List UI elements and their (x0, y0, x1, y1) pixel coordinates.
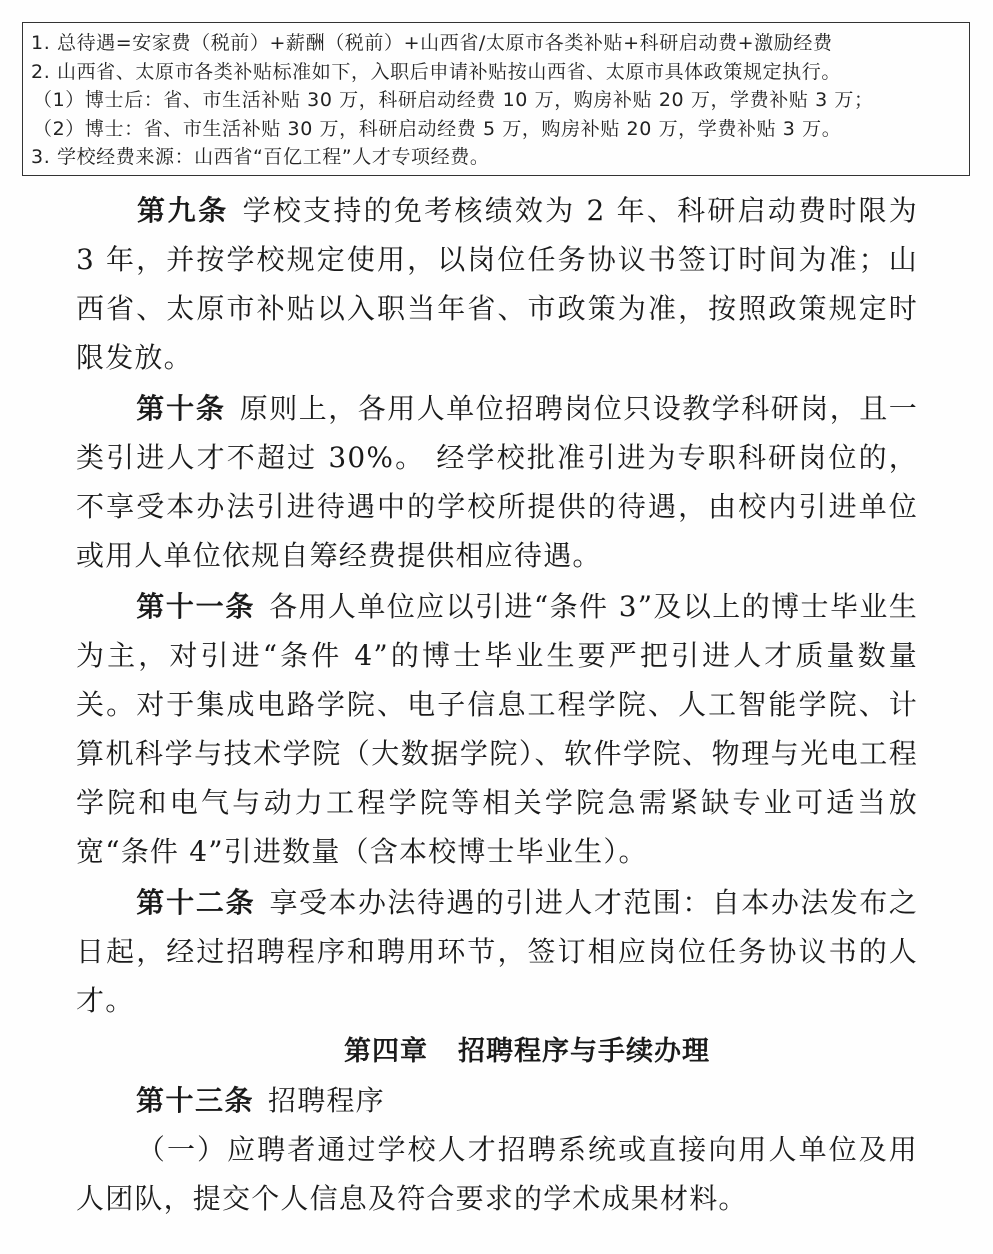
article-9-text: 学校支持的免考核绩效为 2 年、科研启动费时限为 3 年，并按学校规定使用，以岗位任务协议书签订时间为准；山西省、太原市补贴以入职当年省、市政策为准，按照政策规定时限发放。 (76, 194, 918, 374)
notes-box (22, 22, 970, 176)
note-line-postdoc: （1）博士后：省、市生活补贴 30 万，科研启动经费 10 万，购房补贴 20 万，学费补贴 3 万； (33, 89, 874, 111)
note-line-doctor: （2）博士：省、市生活补贴 30 万，科研启动经费 5 万，购房补贴 20 万，学费补贴 3 万。 (33, 117, 842, 140)
article-11-text: 各用人单位应以引进“条件 3”及以上的博士毕业生为主，对引进“条件 4”的博士毕业生要严把引进人才质量数量关。对于集成电路学院、电子信息工程学院、人工智能学院、计算机科学与技术学院（大数据学院）、软件学院、物理与光电工程学院和电气与动力工程学院等相关学院急需紧缺专业可适当放宽“条件 4”引进数量（含本校博士毕业生）。 (76, 590, 918, 868)
article-11-label: 第十一条 (136, 590, 256, 623)
chapter-heading (76, 1027, 918, 1076)
article-9-label: 第九条 (136, 194, 229, 227)
note-line-2: 2. 山西省、太原市各类补贴标准如下，入职后申请补贴按山西省、太原市具体政策规定执行。 (31, 60, 841, 83)
document-body (76, 186, 918, 1223)
article-12-label: 第十二条 (136, 886, 256, 919)
note-line-3: 3. 学校经费来源：山西省“百亿工程”人才专项经费。 (31, 146, 490, 168)
article-13-item-1 (76, 1125, 918, 1223)
article-10-text: 原则上，各用人单位招聘岗位只设教学科研岗，且一类引进人才不超过 30%。 经学校批准引进为专职科研岗位的，不享受本办法引进待遇中的学校所提供的待遇，由校内引进单位或用人单位依规自筹经费提供相应待遇。 (76, 392, 918, 572)
chapter-title: 招聘程序与手续办理 (458, 1036, 710, 1067)
chapter-number: 第四章 (344, 1036, 428, 1067)
article-10 (76, 384, 918, 580)
article-10-label: 第十条 (136, 392, 226, 425)
note-line-1: 1. 总待遇=安家费（税前）+薪酬（税前）+山西省/太原市各类补贴+科研启动费+激励经费 (31, 32, 833, 54)
article-13 (76, 1076, 918, 1125)
article-13-text: 招聘程序 (268, 1084, 385, 1117)
article-13-label: 第十三条 (136, 1084, 255, 1117)
article-9 (76, 186, 918, 382)
article-12-text: 享受本办法待遇的引进人才范围：自本办法发布之日起，经过招聘程序和聘用环节，签订相应岗位任务协议书的人才。 (76, 886, 918, 1017)
article-12 (76, 878, 918, 1025)
article-13-item-1-text: （一）应聘者通过学校人才招聘系统或直接向用人单位及用人团队，提交个人信息及符合要求的学术成果材料。 (76, 1133, 918, 1215)
article-11 (76, 582, 918, 876)
